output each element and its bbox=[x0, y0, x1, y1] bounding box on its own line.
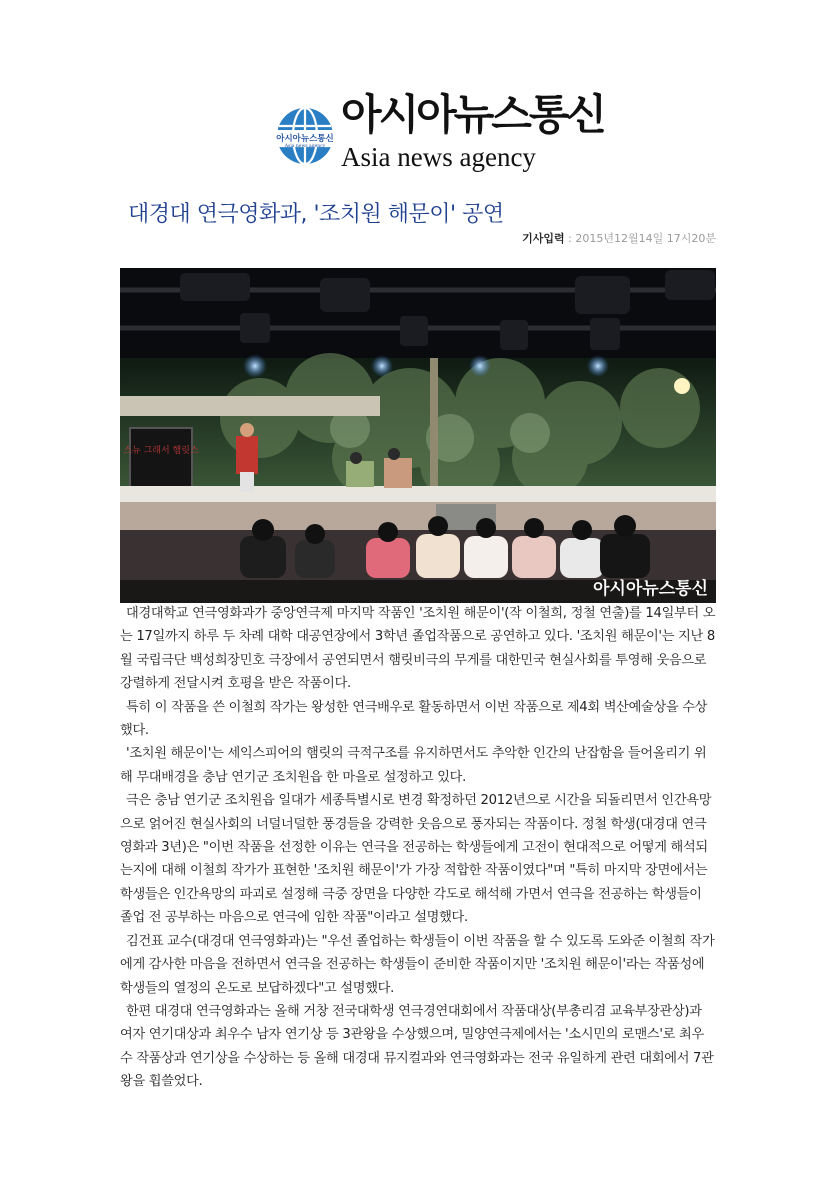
logo-mark-subtext: Asia news agency bbox=[284, 144, 326, 149]
byline-label: 기사입력 bbox=[522, 232, 565, 245]
article-byline bbox=[522, 230, 716, 246]
article-headline: 대경대 연극영화과, '조치원 해문이' 공연 bbox=[128, 202, 504, 227]
stage-sign-text: 스뉴 그래서 햄릿스 bbox=[123, 446, 199, 456]
article-paragraph: 김건표 교수(대경대 연극영화과)는 "우선 졸업하는 학생들이 이번 작품을 할 수 있도록 도와준 이철희 작가에게 감사한 마음을 전하면서 연극을 전공하는 학생들이 준비한 작품이지만 '조치원 해문이'라는 작품성에 학생들의 열정의 온도로 보답하겠다"고 설명했다. bbox=[120, 933, 715, 996]
brand-name-english: Asia news agency bbox=[341, 142, 536, 172]
masthead bbox=[275, 90, 605, 184]
globe-logo-icon bbox=[275, 96, 335, 176]
article-photo bbox=[120, 268, 716, 603]
byline-date: : 2015년12월14일 17시20분 bbox=[564, 232, 716, 245]
brand-name-korean: 아시아뉴스통신 bbox=[341, 90, 605, 139]
article-paragraph: 대경대학교 연극영화과가 중앙연극제 마지막 작품인 '조치원 해문이'(작 이철희, 정철 연출)를 14일부터 오는 17일까지 하루 두 차례 대학 대공연장에서 3학년 졸업작품으로 공연하고 있다. '조치원 해문이'는 지난 8월 국립극단 백성희장민호 극장에서 공연되면서 햄릿비극의 무게를 대한민국 현실사회를 투영해 웃음으로 강렬하게 전달시켜 호평을 받은 작품이다. bbox=[120, 606, 716, 692]
article-paragraph: '조치원 해문이'는 세익스피어의 햄릿의 극적구조를 유지하면서도 추악한 인간의 난잡함을 들어올리기 위해 무대배경을 충남 연기군 조치원읍 한 마을로 설정하고 있다. bbox=[120, 746, 707, 785]
article-paragraph: 극은 충남 연기군 조치원읍 일대가 세종특별시로 변경 확정하던 2012년으로 시간을 되돌리면서 인간욕망으로 얽어진 현실사회의 너덜너덜한 풍경들을 강력한 웃음으로 풍자되는 작품이다. 정철 학생(대경대 연극영화과 3년)은 "이번 작품을 선정한 이유는 연극을 전공하는 학생들에게 고전이 현대적으로 어떻게 해석되는지에 대해 이철희 작가가 표현한 '조치원 해문이'가 가장 적합한 작품이였다"며 "특히 마지막 장면에서는 학생들은 인간욕망의 파괴로 설정해 극중 장면을 다양한 각도로 해석해 가면서 연극을 전공하는 학생들이 졸업 전 공부하는 마음으로 연극에 임한 작품"이라고 설명했다. bbox=[120, 793, 712, 926]
logo-mark-text: 아시아뉴스통신 bbox=[276, 134, 334, 144]
stage-photo-illustration bbox=[120, 268, 716, 603]
article-paragraph: 한편 대경대 연극영화과는 올해 거창 전국대학생 연극경연대회에서 작품대상(부총리겸 교육부장관상)과 여자 연기대상과 최우수 남자 연기상 등 3관왕을 수상했으며, 밀양연극제에서는 '소시민의 로맨스'로 최우수 작품상과 연기상을 수상하는 등 올해 대경대 뮤지컬과와 연극영화과는 전국 유일하게 관련 대회에서 7관왕을 휩쓸었다. bbox=[120, 1003, 714, 1090]
article-body bbox=[120, 602, 716, 1094]
photo-watermark: 아시아뉴스통신 bbox=[593, 579, 708, 599]
article-paragraph: 특히 이 작품을 쓴 이철희 작가는 왕성한 연극배우로 활동하면서 이번 작품으로 제4회 벽산예술상을 수상했다. bbox=[120, 699, 708, 739]
